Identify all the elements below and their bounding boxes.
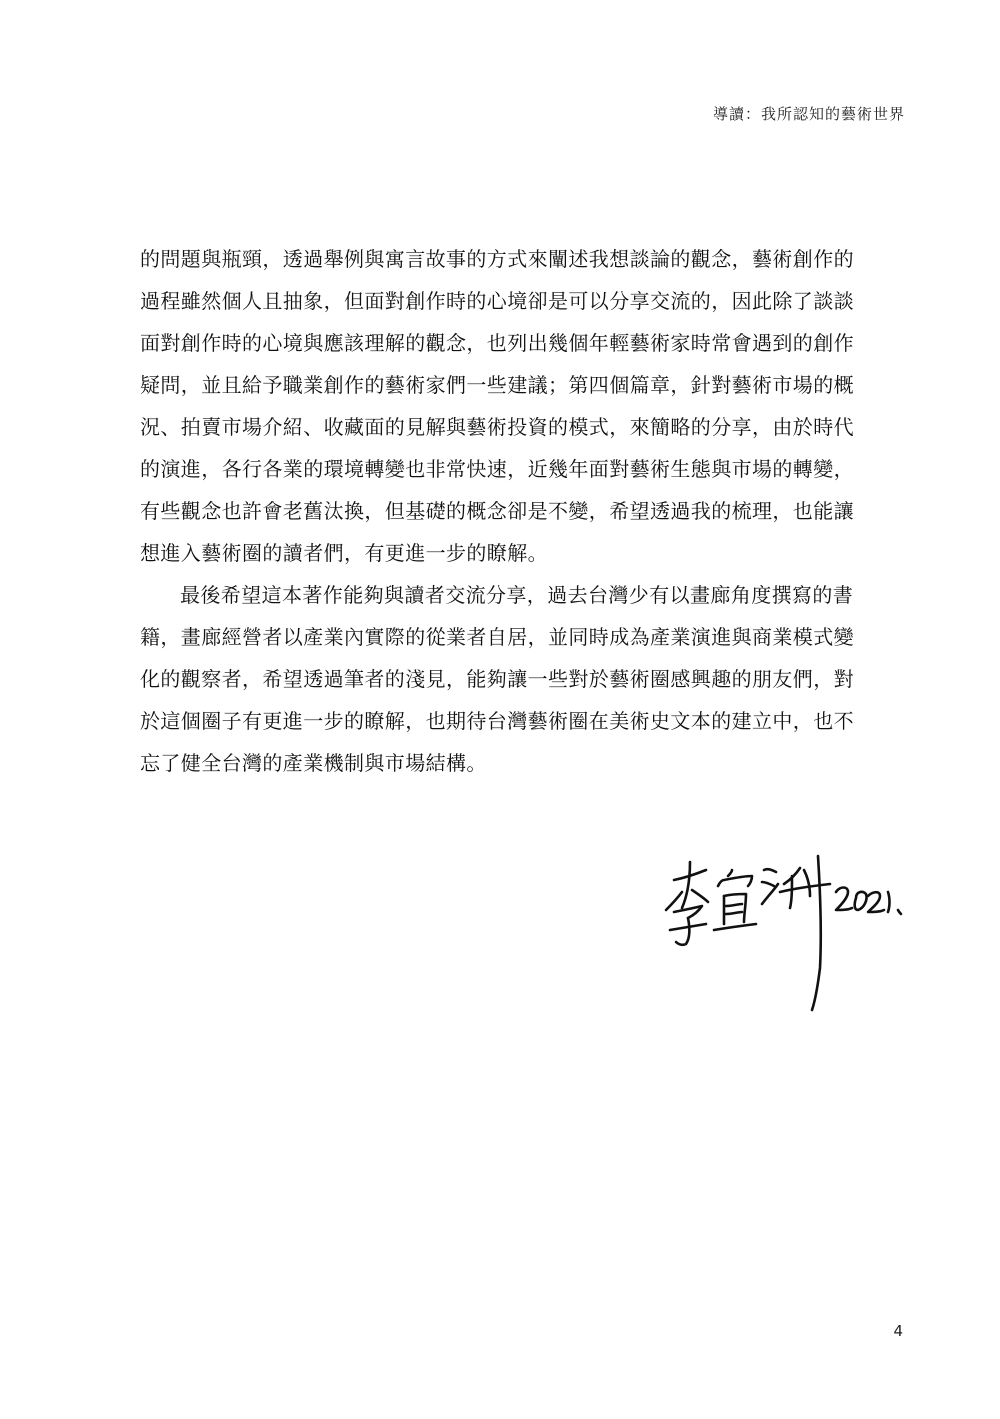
text-line: 有些觀念也許會老舊汰換，但基礎的概念卻是不變，希望透過我的梳理，也能讓 (140, 499, 854, 523)
text-line: 忘了健全台灣的產業機制與市場結構。 (140, 751, 487, 775)
paragraph-2 (140, 574, 906, 784)
text-line: 籍，畫廊經營者以產業內實際的從業者自居，並同時成為產業演進與商業模式變 (140, 625, 854, 649)
body-text (140, 238, 906, 784)
paragraph-1 (140, 238, 906, 574)
page-number: 4 (893, 1322, 903, 1340)
author-signature (660, 848, 910, 1018)
text-line: 疑問，並且給予職業創作的藝術家們一些建議；第四個篇章，針對藝術市場的概 (140, 373, 854, 397)
text-line: 的問題與瓶頸，透過舉例與寓言故事的方式來闡述我想談論的觀念，藝術創作的 (140, 247, 854, 271)
text-line: 於這個圈子有更進一步的瞭解，也期待台灣藝術圈在美術史文本的建立中，也不 (140, 709, 854, 733)
text-line: 化的觀察者，希望透過筆者的淺見，能夠讓一些對於藝術圈感興趣的朋友們，對 (140, 667, 854, 691)
text-line: 過程雖然個人且抽象，但面對創作時的心境卻是可以分享交流的，因此除了談談 (140, 289, 854, 313)
text-line: 的演進，各行各業的環境轉變也非常快速，近幾年面對藝術生態與市場的轉變， (140, 457, 854, 481)
text-line: 況、拍賣市場介紹、收藏面的見解與藝術投資的模式，來簡略的分享，由於時代 (140, 415, 854, 439)
text-line: 最後希望這本著作能夠與讀者交流分享，過去台灣少有以畫廊角度撰寫的書 (180, 583, 854, 607)
running-header: 導讀：我所認知的藝術世界 (712, 105, 905, 123)
text-line: 想進入藝術圈的讀者們，有更進一步的瞭解。 (140, 541, 548, 565)
text-line: 面對創作時的心境與應該理解的觀念，也列出幾個年輕藝術家時常會遇到的創作 (140, 331, 854, 355)
